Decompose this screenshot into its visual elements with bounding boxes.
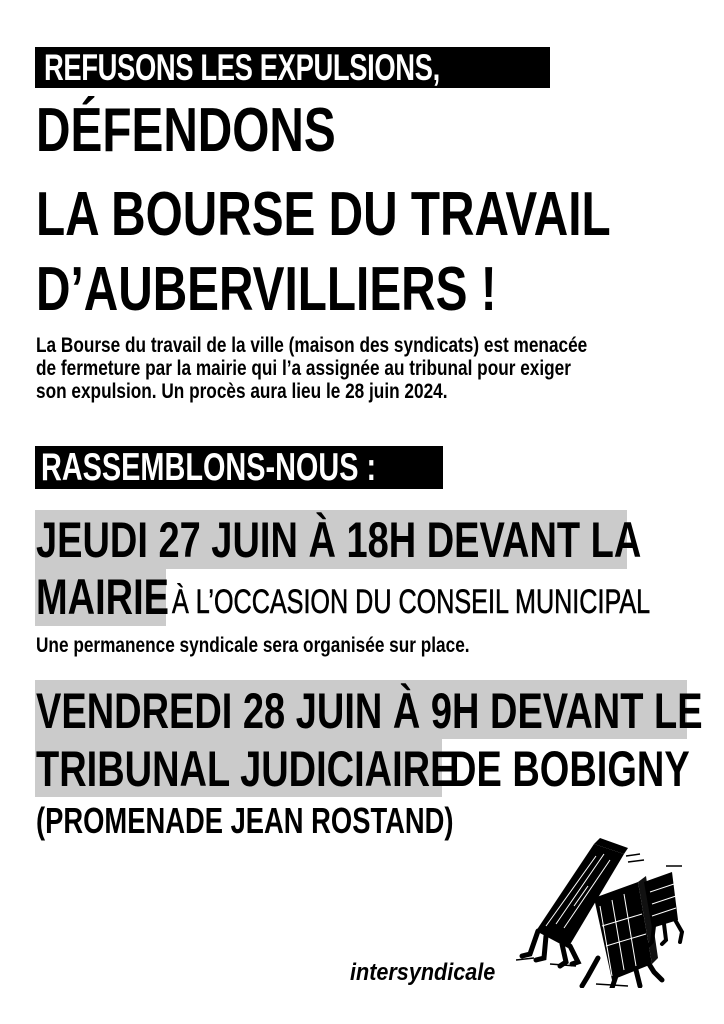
headline-line-2 <box>36 180 724 249</box>
intro-line-1: La Bourse du travail de la ville (maison des syndicats) est menacée <box>36 334 588 357</box>
event1-occasion-text: À L’OCCASION DU CONSEIL MUNICIPAL <box>172 583 651 621</box>
signature-text: intersyndicale <box>350 959 496 986</box>
event2-address-text: (PROMENADE JEAN ROSTAND) <box>36 800 454 841</box>
event2-line-1 <box>36 683 724 739</box>
headline-text-1: DÉFENDONS <box>36 96 336 165</box>
event1-note-text: Une permanence syndicale sera organisée sur place. <box>36 634 470 657</box>
event2-line-3 <box>36 800 585 841</box>
headline-text-2: LA BOURSE DU TRAVAIL <box>36 180 611 249</box>
signature <box>350 960 511 986</box>
intro-line-3: son expulsion. Un procès aura lieu le 28 juin 2024. <box>36 380 448 403</box>
walking-buildings-icon <box>516 836 686 988</box>
event1-date-text: JEUDI 27 JUIN À 18H DEVANT LA <box>36 512 642 568</box>
banner-rassemblons <box>35 446 443 489</box>
headline-line-3 <box>36 255 634 324</box>
banner-refusons <box>35 47 550 88</box>
event1-note <box>36 634 565 657</box>
headline-text-3: D’AUBERVILLIERS ! <box>36 255 497 324</box>
event2-place-highlight: TRIBUNAL JUDICIAIRE <box>36 741 456 797</box>
event1-line-1 <box>36 512 724 568</box>
event1-line-2-rest <box>172 585 724 619</box>
intro-line-2: de fermeture par la mairie qui l’a assignée au tribunal pour exiger <box>36 357 571 380</box>
event2-line-2-rest <box>449 741 724 797</box>
banner-refusons-text: REFUSONS LES EXPULSIONS, <box>44 47 440 88</box>
headline-line-1 <box>36 96 425 165</box>
event2-city-text: DE BOBIGNY <box>449 741 690 797</box>
banner-rassemblons-text: RASSEMBLONS-NOUS : <box>41 446 377 489</box>
intro-paragraph <box>36 334 708 403</box>
event2-date-text: VENDREDI 28 JUIN À 9H DEVANT LE <box>36 683 703 739</box>
event1-place-highlight: MAIRIE <box>36 569 169 625</box>
